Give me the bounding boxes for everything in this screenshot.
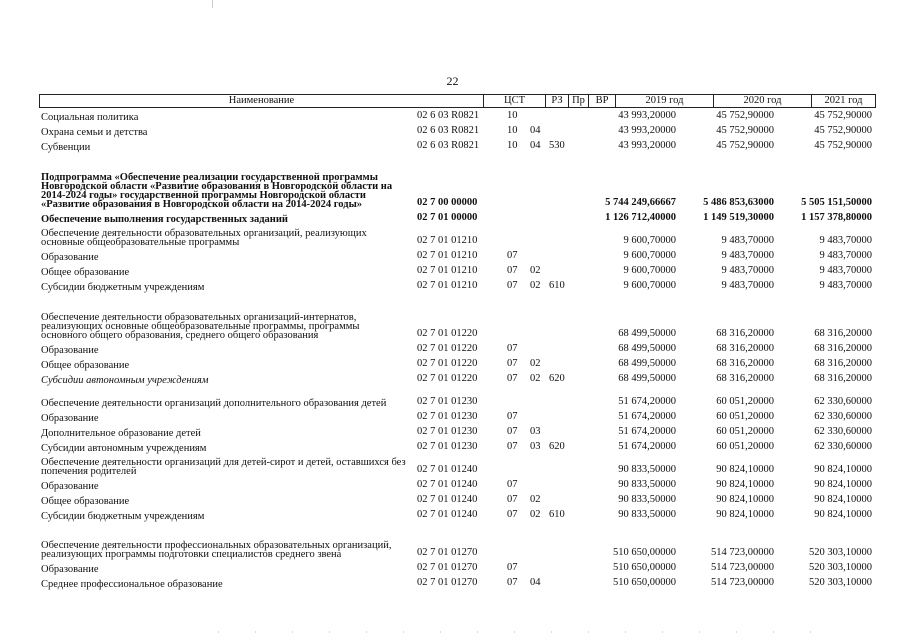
row-cst: 02 7 01 01240 <box>417 509 478 520</box>
row-2019: 9 600,70000 <box>623 250 676 261</box>
row-name: Общее образование <box>41 360 130 371</box>
row-2021: 520 303,10000 <box>809 577 872 588</box>
row-2020: 60 051,20000 <box>716 411 774 422</box>
row-2020: 1 149 519,30000 <box>703 212 774 223</box>
row-pr: 04 <box>530 577 541 588</box>
row-cst: 02 7 01 01220 <box>417 373 478 384</box>
row-vr: 610 <box>549 509 565 520</box>
row-2021: 45 752,90000 <box>814 125 872 136</box>
row-cst: 02 7 01 01270 <box>417 577 478 588</box>
row-rz: 07 <box>507 411 518 422</box>
row-name: Образование <box>41 564 99 575</box>
row-rz: 07 <box>507 426 518 437</box>
row-pr: 02 <box>530 494 541 505</box>
row-2020: 90 824,10000 <box>716 509 774 520</box>
row-cst: 02 7 01 00000 <box>417 212 478 223</box>
row-2021: 9 483,70000 <box>819 280 872 291</box>
row-rz: 07 <box>507 494 518 505</box>
row-cst: 02 7 01 01210 <box>417 280 478 291</box>
row-vr: 620 <box>549 373 565 384</box>
row-rz: 10 <box>507 110 518 121</box>
row-2021: 62 330,60000 <box>814 411 872 422</box>
row-cst: 02 7 01 01270 <box>417 562 478 573</box>
row-2019: 43 993,20000 <box>618 125 676 136</box>
row-cst: 02 7 01 01220 <box>417 358 478 369</box>
row-name: Социальная политика <box>41 112 139 123</box>
row-2021: 62 330,60000 <box>814 441 872 452</box>
row-2020: 68 316,20000 <box>716 358 774 369</box>
row-2019: 51 674,20000 <box>618 441 676 452</box>
row-2020: 9 483,70000 <box>721 280 774 291</box>
row-name: Обеспечение деятельности организаций дополнительного образования детей <box>41 398 387 409</box>
row-2021: 90 824,10000 <box>814 464 872 475</box>
row-cst: 02 6 03 R0821 <box>417 125 480 136</box>
row-rz: 07 <box>507 250 518 261</box>
row-2021: 68 316,20000 <box>814 373 872 384</box>
row-rz: 10 <box>507 125 518 136</box>
row-pr: 04 <box>530 125 541 136</box>
row-2020: 60 051,20000 <box>716 396 774 407</box>
row-name: Подпрограмма «Обеспечение реализации государственной программы Новгородской области «Развитие образования в Новгородской области на 2014-2024 годы» государственной программы Новгородской области «Развитие образования в Новгородской области на 2014-2024 годы» <box>41 172 393 210</box>
row-cst: 02 7 00 00000 <box>417 197 478 208</box>
row-2019: 9 600,70000 <box>623 265 676 276</box>
row-cst: 02 7 01 01230 <box>417 441 478 452</box>
row-rz: 07 <box>507 509 518 520</box>
row-rz: 07 <box>507 562 518 573</box>
row-cst: 02 7 01 01230 <box>417 411 478 422</box>
row-2021: 90 824,10000 <box>814 509 872 520</box>
row-vr: 530 <box>549 140 565 151</box>
row-2019: 510 650,00000 <box>613 577 676 588</box>
row-name: Субсидии автономным учреждениям <box>41 375 209 386</box>
row-cst: 02 7 01 01230 <box>417 426 478 437</box>
row-cst: 02 7 01 01210 <box>417 235 478 246</box>
row-cst: 02 7 01 01270 <box>417 547 478 558</box>
row-rz: 07 <box>507 280 518 291</box>
row-2020: 514 723,00000 <box>711 562 774 573</box>
row-pr: 02 <box>530 509 541 520</box>
row-2021: 1 157 378,80000 <box>801 212 872 223</box>
row-2020: 9 483,70000 <box>721 250 774 261</box>
row-name: Образование <box>41 481 99 492</box>
row-2021: 90 824,10000 <box>814 494 872 505</box>
row-2021: 9 483,70000 <box>819 235 872 246</box>
row-cst: 02 7 01 01220 <box>417 343 478 354</box>
row-2019: 90 833,50000 <box>618 494 676 505</box>
row-2020: 68 316,20000 <box>716 328 774 339</box>
row-cst: 02 6 03 R0821 <box>417 140 480 151</box>
row-2020: 60 051,20000 <box>716 426 774 437</box>
row-rz: 07 <box>507 265 518 276</box>
row-name: Субсидии автономным учреждениям <box>41 443 207 454</box>
header-2020: 2020 год <box>714 95 812 107</box>
row-2019: 43 993,20000 <box>618 110 676 121</box>
row-2021: 5 505 151,50000 <box>801 197 872 208</box>
header-pr: Пр <box>569 95 589 107</box>
row-2019: 68 499,50000 <box>618 328 676 339</box>
row-2020: 45 752,90000 <box>716 110 774 121</box>
row-cst: 02 7 01 01240 <box>417 479 478 490</box>
row-pr: 04 <box>530 140 541 151</box>
row-name: Субсидии бюджетным учреждениям <box>41 511 205 522</box>
row-name: Обеспечение деятельности образовательных организаций, реализующих основные общеобразовательные программы <box>41 228 367 248</box>
row-name: Общее образование <box>41 267 130 278</box>
row-rz: 07 <box>507 441 518 452</box>
row-pr: 03 <box>530 426 541 437</box>
row-2021: 9 483,70000 <box>819 250 872 261</box>
row-2021: 68 316,20000 <box>814 343 872 354</box>
row-pr: 02 <box>530 280 541 291</box>
row-rz: 07 <box>507 358 518 369</box>
row-pr: 02 <box>530 373 541 384</box>
row-2019: 5 744 249,66667 <box>605 197 676 208</box>
row-2021: 68 316,20000 <box>814 328 872 339</box>
row-cst: 02 7 01 01220 <box>417 328 478 339</box>
row-2021: 45 752,90000 <box>814 140 872 151</box>
row-2020: 90 824,10000 <box>716 479 774 490</box>
row-vr: 620 <box>549 441 565 452</box>
page-number: 22 <box>446 74 459 88</box>
row-2020: 90 824,10000 <box>716 464 774 475</box>
row-2021: 62 330,60000 <box>814 396 872 407</box>
header-name: Наименование <box>40 95 484 107</box>
row-2020: 514 723,00000 <box>711 547 774 558</box>
row-name: Субвенции <box>41 142 91 153</box>
row-name: Образование <box>41 345 99 356</box>
row-name: Обеспечение деятельности профессиональных образовательных организаций, реализующих программы подготовки специалистов среднего звена <box>41 540 392 560</box>
row-2019: 51 674,20000 <box>618 411 676 422</box>
row-2020: 90 824,10000 <box>716 494 774 505</box>
row-2021: 9 483,70000 <box>819 265 872 276</box>
row-2019: 90 833,50000 <box>618 464 676 475</box>
row-2021: 520 303,10000 <box>809 562 872 573</box>
row-2020: 9 483,70000 <box>721 265 774 276</box>
row-name: Субсидии бюджетным учреждениям <box>41 282 205 293</box>
row-cst: 02 7 01 01240 <box>417 464 478 475</box>
row-rz: 07 <box>507 373 518 384</box>
row-rz: 07 <box>507 343 518 354</box>
row-name: Образование <box>41 252 99 263</box>
header-rz: РЗ <box>546 95 569 107</box>
row-name: Дополнительное образование детей <box>41 428 201 439</box>
row-cst: 02 7 01 01210 <box>417 250 478 261</box>
row-2020: 45 752,90000 <box>716 140 774 151</box>
row-cst: 02 7 01 01210 <box>417 265 478 276</box>
row-2020: 60 051,20000 <box>716 441 774 452</box>
row-2020: 514 723,00000 <box>711 577 774 588</box>
row-2020: 68 316,20000 <box>716 373 774 384</box>
row-vr: 610 <box>549 280 565 291</box>
row-rz: 07 <box>507 479 518 490</box>
row-2019: 9 600,70000 <box>623 235 676 246</box>
row-rz: 10 <box>507 140 518 151</box>
row-2019: 510 650,00000 <box>613 562 676 573</box>
row-rz: 07 <box>507 577 518 588</box>
row-2021: 68 316,20000 <box>814 358 872 369</box>
row-2021: 45 752,90000 <box>814 110 872 121</box>
row-2019: 51 674,20000 <box>618 426 676 437</box>
header-2021: 2021 год <box>824 95 863 106</box>
header-vr: ВР <box>589 95 616 107</box>
row-2019: 90 833,50000 <box>618 509 676 520</box>
row-cst: 02 7 01 01240 <box>417 494 478 505</box>
row-2019: 90 833,50000 <box>618 479 676 490</box>
row-2019: 510 650,00000 <box>613 547 676 558</box>
row-name: Охрана семьи и детства <box>41 127 148 138</box>
row-name: Обеспечение выполнения государственных заданий <box>41 214 288 225</box>
row-2019: 51 674,20000 <box>618 396 676 407</box>
scan-dots <box>200 630 840 634</box>
row-name: Образование <box>41 413 99 424</box>
row-2019: 9 600,70000 <box>623 280 676 291</box>
row-cst: 02 7 01 01230 <box>417 396 478 407</box>
row-2021: 90 824,10000 <box>814 479 872 490</box>
row-2021: 520 303,10000 <box>809 547 872 558</box>
row-pr: 02 <box>530 265 541 276</box>
row-2020: 45 752,90000 <box>716 125 774 136</box>
row-pr: 03 <box>530 441 541 452</box>
row-2019: 68 499,50000 <box>618 358 676 369</box>
row-2019: 43 993,20000 <box>618 140 676 151</box>
row-name: Среднее профессиональное образование <box>41 579 223 590</box>
row-pr: 02 <box>530 358 541 369</box>
row-cst: 02 6 03 R0821 <box>417 110 480 121</box>
row-2020: 5 486 853,63000 <box>703 197 774 208</box>
row-2019: 1 126 712,40000 <box>605 212 676 223</box>
row-name: Обеспечение деятельности образовательных организаций-интернатов, реализующих основные общеобразовательные программы, программы основного общего образования, среднего общего образования <box>41 312 360 341</box>
header-2019: 2019 год <box>616 95 714 107</box>
row-name: Обеспечение деятельности организаций для детей-сирот и детей, оставшихся без попечения родителей <box>41 457 406 477</box>
row-name: Общее образование <box>41 496 130 507</box>
row-2020: 9 483,70000 <box>721 235 774 246</box>
row-2021: 62 330,60000 <box>814 426 872 437</box>
row-2020: 68 316,20000 <box>716 343 774 354</box>
header-cst: ЦСТ <box>484 95 546 107</box>
row-2019: 68 499,50000 <box>618 373 676 384</box>
row-2019: 68 499,50000 <box>618 343 676 354</box>
